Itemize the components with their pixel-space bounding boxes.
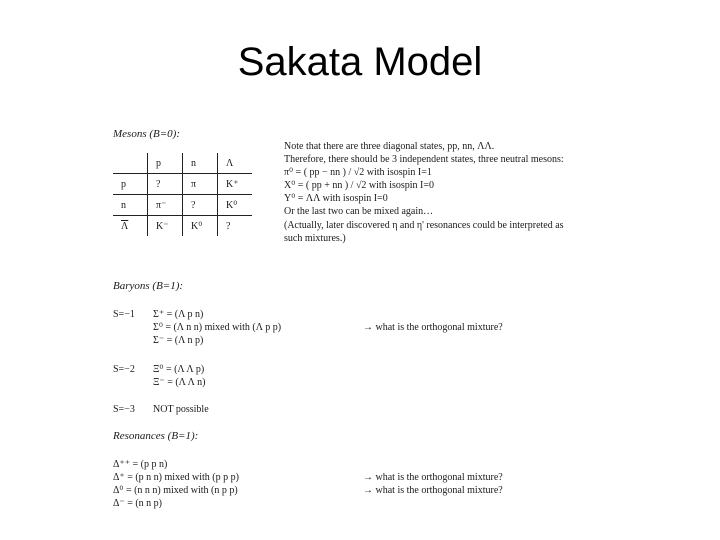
baryon-line: Ξ⁰ = (Λ Λ p): [153, 364, 205, 375]
table-cell: ?: [218, 216, 253, 237]
strangeness-label: S=−3: [113, 404, 135, 415]
table-row: [113, 216, 252, 237]
strangeness-label: S=−2: [113, 364, 135, 375]
baryons-heading: Baryons (B=1):: [113, 280, 184, 292]
table-cell: n: [183, 153, 218, 174]
table-cell: n: [113, 195, 148, 216]
table-cell: π⁻: [148, 195, 183, 216]
table-cell: K⁺: [218, 174, 253, 195]
resonance-line: Δ⁺ = (p n n) mixed with (p p p): [113, 472, 239, 483]
baryon-line: Ξ⁻ = (Λ Λ n): [153, 377, 206, 388]
table-cell: p: [148, 153, 183, 174]
note-line: Y⁰ = ΛΛ with isospin I=0: [284, 193, 388, 204]
slide-title: Sakata Model: [237, 40, 483, 84]
table-cell: $\overline{\Lambda}$: [113, 216, 148, 237]
strangeness-label: S=−1: [113, 309, 135, 320]
note-line: X⁰ = ( pp + nn ) / √2 with isospin I=0: [284, 180, 435, 191]
note-line: Note that there are three diagonal states, pp, nn, ΛΛ.: [284, 141, 495, 152]
table-cell: [113, 153, 148, 174]
note-line: Or the last two can be mixed again…: [284, 206, 434, 217]
table-cell: K⁻: [148, 216, 183, 237]
table-cell: K⁰: [218, 195, 253, 216]
table-row: [113, 195, 252, 216]
meson-table-header-row: [113, 153, 252, 174]
resonance-line: Δ⁰ = (n n n) mixed with (n p p): [113, 485, 238, 496]
table-cell: K⁰: [183, 216, 218, 237]
resonance-line: Δ⁻ = (n n p): [113, 498, 163, 509]
resonance-line: Δ⁺⁺ = (p p n): [113, 459, 168, 470]
baryon-line: NOT possible: [153, 404, 209, 415]
mesons-heading: Mesons (B=0):: [113, 128, 180, 140]
table-cell: π: [183, 174, 218, 195]
table-cell: p: [113, 174, 148, 195]
baryon-line: Σ⁰ = (Λ n n) mixed with (Λ p p): [153, 322, 282, 333]
note-line: (Actually, later discovered η and η' resonances could be interpreted as: [284, 220, 564, 231]
baryon-line: Σ⁺ = (Λ p n): [153, 309, 204, 320]
note-line: π⁰ = ( pp − nn ) / √2 with isospin I=1: [284, 167, 432, 178]
table-cell: Λ: [218, 153, 253, 174]
baryon-line: Σ⁻ = (Λ n p): [153, 335, 204, 346]
resonances-heading: Resonances (B=1):: [113, 430, 199, 442]
mixture-note: → what is the orthogonal mixture?: [363, 322, 503, 333]
meson-table: [113, 153, 252, 236]
note-line: Therefore, there should be 3 independent states, three neutral mesons:: [284, 154, 564, 165]
table-cell: ?: [183, 195, 218, 216]
table-cell: ?: [148, 174, 183, 195]
mixture-note: → what is the orthogonal mixture?: [363, 485, 503, 496]
note-line: such mixtures.): [284, 233, 346, 244]
mixture-note: → what is the orthogonal mixture?: [363, 472, 503, 483]
table-row: [113, 174, 252, 195]
